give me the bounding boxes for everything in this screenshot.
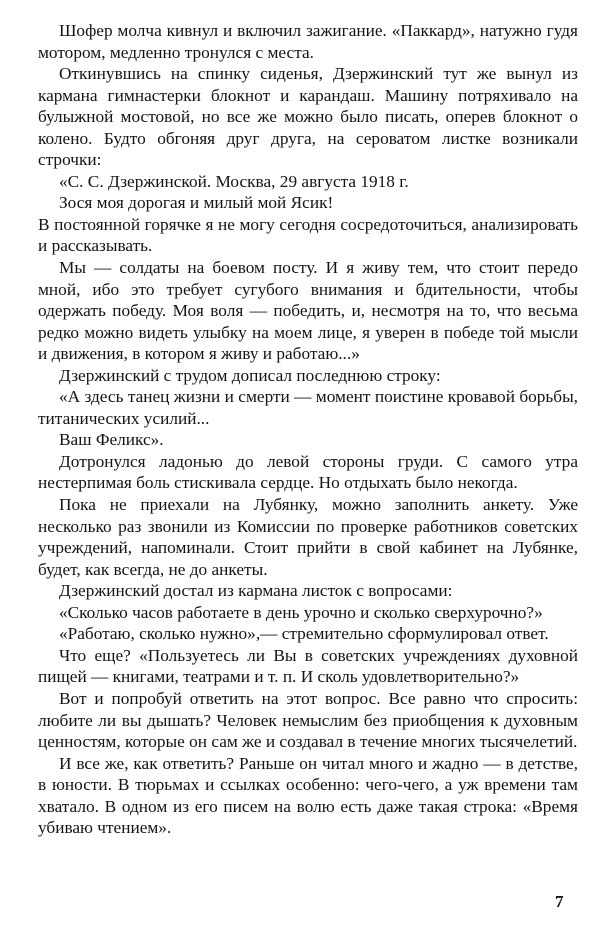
paragraph: Дзержинский достал из кармана листок с вопросами: (59, 581, 453, 601)
letter-paragraph: «А здесь танец жизни и смерти — момент поистине кровавой борьбы, титанических усилий... (38, 387, 578, 428)
questionnaire-answer: «Работаю, сколько нужно»,— стремительно сформулировал ответ. (59, 624, 549, 644)
letter-heading: «С. С. Дзержинской. Москва, 29 августа 1918 г. (59, 171, 409, 191)
paragraph: Откинувшись на спинку сиденья, Дзержинский тут же вынул из кармана гимнастерки блокнот и карандаш. Машину потряхивало на булыжной мостовой, но все же можно было писать, оперев блокнот о колено. Будто обгоняя друг друга, на сероватом листке возникали строчки: (38, 64, 578, 170)
paragraph: Пока не приехали на Лубянку, можно заполнить анкету. Уже несколько раз звонили из Комиссии по проверке работников советских учреждений, напоминали. Стоит прийти в свой кабинет на Лубянке, будет, как всегда, не до анкеты. (38, 495, 578, 579)
paragraph: Шофер молча кивнул и включил зажигание. «Паккард», натужно гудя мотором, медленно тронулся с места. (38, 21, 578, 62)
paragraph: Вот и попробуй ответить на этот вопрос. Все равно что спросить: любите ли вы дышать? Человек немыслим без приобщения к духовным ценностям, которые он сам же и создавал в течение многих тысячелетий. (38, 688, 578, 752)
paragraph: И все же, как ответить? Раньше он читал много и жадно — в детстве, в юности. В тюрьмах и ссылках особенно: чего-чего, а уж времени там хватало. В одном из его писем на волю есть даже такая строка: «Время убиваю чтением». (38, 753, 578, 838)
letter-paragraph: В постоянной горячке я не могу сегодня сосредоточиться, анализировать и рассказывать. (38, 214, 578, 256)
paragraph: Дотронулся ладонью до левой стороны груди. С самого утра нестерпимая боль стискивала сердце. Но отдыхать было некогда. (38, 451, 578, 493)
letter-signature: Ваш Феликс». (59, 430, 164, 450)
questionnaire-question: «Сколько часов работаете в день урочно и сколько сверхурочно?» (59, 602, 543, 622)
letter-salutation: Зося моя дорогая и милый мой Ясик! (59, 193, 334, 213)
book-page (38, 20, 578, 920)
paragraph: Что еще? «Пользуетесь ли Вы в советских учреждениях духовной пищей — книгами, театрами и т. п. И сколь удовлетворительно?» (38, 645, 578, 687)
page-number: 7 (555, 892, 564, 911)
letter-paragraph: Мы — солдаты на боевом посту. И я живу тем, что стоит передо мной, ибо это требует сугубого внимания и бдительности, чтобы одержать победу. Моя воля — победить, и, несмотря на то, что весьма редко можно видеть улыбку на моем лице, я уверен в победе той мысли и движения, в котором я живу и работаю...» (38, 258, 578, 364)
paragraph: Дзержинский с трудом дописал последнюю строку: (59, 365, 441, 385)
